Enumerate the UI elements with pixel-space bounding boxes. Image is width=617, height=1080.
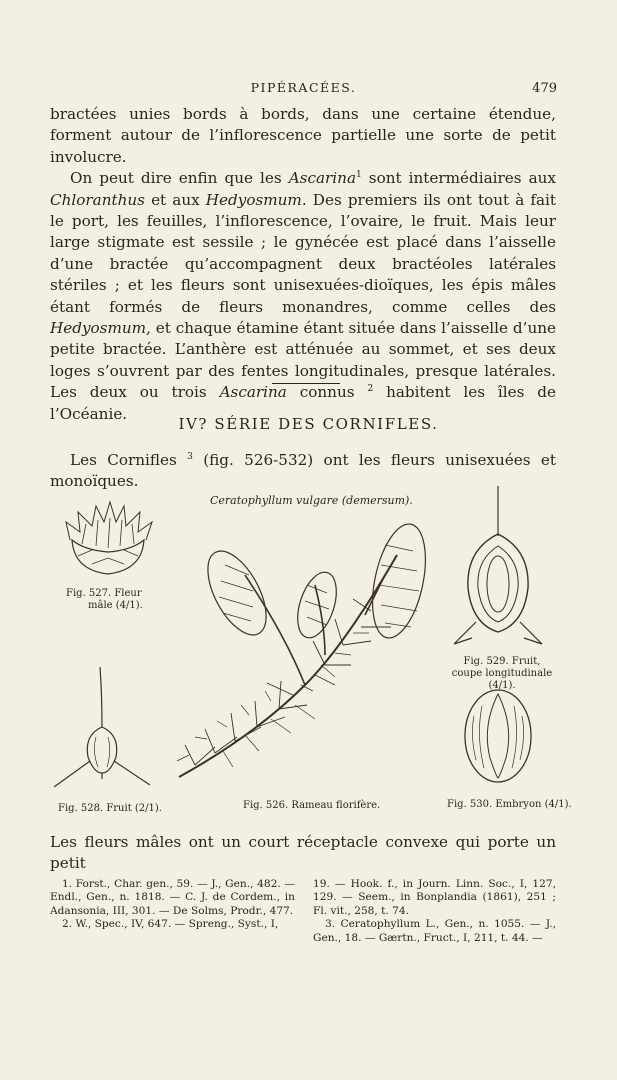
taxon-ascarina-2: Ascarina [219, 383, 287, 402]
caption-fig-530: Fig. 530. Embryon (4/1). [447, 799, 572, 810]
flowering-branch-illustration [175, 515, 435, 785]
running-title: PIPÉRACÉES. [250, 80, 357, 95]
footnote-2-continued: 19. — Hook. f., in Journ. Linn. Soc., I, 127, 129. — Seem., in Bonplandia (1861), 251 ; Fl. vit., 258, t. 74. [313, 878, 556, 917]
taxon-hedyosmum-2: Hedyosmum, [50, 319, 151, 338]
footnote-1: 1. Forst., Char. gen., 59. — J., Gen., 482. — Endl., Gen., n. 1818. — C. J. de Cordem., in Adansonia, III, 301. — De Solms, Prodr., 477. [50, 878, 295, 917]
caption-fig-526: Fig. 526. Rameau florifère. [243, 800, 381, 811]
embryo-illustration [462, 686, 534, 786]
footnote-ref-1: 1 [356, 170, 362, 181]
caption-fig-527: Fig. 527. Fleur mâle (4/1). [66, 588, 143, 611]
footnotes-left [50, 878, 295, 932]
section-heading: IV? SÉRIE DES CORNIFLES. [178, 415, 439, 433]
footnote-2: 2. W., Spec., IV, 647. — Spreng., Syst., I, [62, 918, 279, 931]
male-flower-illustration [62, 500, 154, 580]
page-header [50, 80, 557, 100]
footnotes-right [313, 878, 556, 945]
paragraph-involucre: bractées unies bords à bords, dans une certaine étendue, forment autour de l’inflorescence partielle une sorte de petit involucre. [50, 105, 556, 166]
caption-fig-529: Fig. 529. Fruit, coupe longitudinale (4/1). [451, 656, 553, 691]
body-text-top [50, 104, 556, 425]
taxon-ascarina: Ascarina [288, 169, 356, 188]
taxon-chloranthus: Chloranthus [50, 190, 145, 209]
taxon-hedyosmum: Hedyosmum [205, 190, 302, 209]
caption-fig-528: Fig. 528. Fruit (2/1). [58, 803, 162, 814]
footnote-3: 3. Ceratophyllum L., Gen., n. 1055. — J., Gen., 18. — Gærtn., Fruct., I, 211, t. 44. — [313, 918, 556, 944]
footnote-ref-3: 3 [187, 451, 193, 462]
footnote-ref-2: 2 [367, 384, 374, 395]
page-number: 479 [532, 81, 557, 96]
figure-title: Ceratophyllum vulgare (demersum). [210, 494, 413, 507]
section-divider [272, 383, 340, 384]
paragraph-cornifles: Les Cornifles $^3$ (fig. 526-532) ont les fleurs unisexuées et monoïques. [50, 451, 556, 491]
paragraph-male-flowers: Les fleurs mâles ont un court réceptacle convexe qui porte un petit [50, 833, 556, 873]
fruit-illustration [52, 665, 152, 790]
fruit-section-illustration [452, 484, 544, 650]
paragraph-ascarina: On peut dire enfin que les Ascarina$^1$ sont intermédiaires aux Chloranthus et aux Hedyosmum. Des premiers ils ont tout à fait le port, les feuilles, l’inflorescence, l’ovaire, le fruit. Mais leur large stigmate est sessile ; le gynécée est placé dans l’aisselle d’une bractée qu’accompagnent deux bractéoles latérales stériles ; et les fleurs sont unisexuées-dioïques, les épis mâles étant formés de fleurs monandres, comme celles des Hedyosmum, et chaque étamine étant située dans l’aisselle d’une petite bractée. L’anthère est atténuée au sommet, et ses deux loges s’ouvrent par des fentes longitudinales, presque latérales. Les deux ou trois Ascarina connus $^2$ habitent les îles de l’Océanie. [50, 169, 556, 423]
